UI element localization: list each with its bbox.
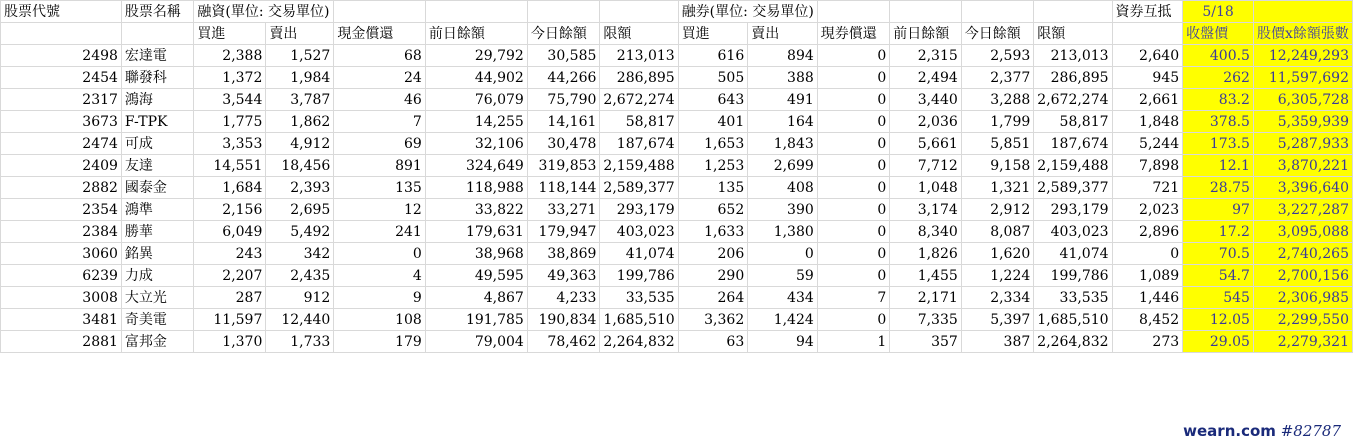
cell-margin-prev-balance[interactable]: 76,079	[425, 89, 527, 111]
cell-short-buy[interactable]: 206	[678, 243, 748, 265]
cell-margin-limit[interactable]: 286,895	[600, 67, 678, 89]
cell-stock-name[interactable]: 銘異	[121, 243, 193, 265]
cell-price-x-balance[interactable]: 3,396,640	[1253, 177, 1352, 199]
cell-margin-sell[interactable]: 2,435	[266, 265, 334, 287]
cell-short-prev-balance[interactable]: 5,661	[890, 133, 962, 155]
cell-margin-sell[interactable]: 342	[266, 243, 334, 265]
table-row	[1, 199, 1353, 221]
cell-short-limit[interactable]: 58,817	[1034, 111, 1112, 133]
cell-short-limit[interactable]: 187,674	[1034, 133, 1112, 155]
cell-stock-repay[interactable]: 0	[817, 133, 889, 155]
cell-margin-limit[interactable]: 2,589,377	[600, 177, 678, 199]
cell-short-today-balance[interactable]: 1,799	[961, 111, 1033, 133]
cell-margin-sell[interactable]: 2,695	[266, 199, 334, 221]
cell-margin-limit[interactable]: 1,685,510	[600, 309, 678, 331]
cell-short-today-balance[interactable]: 5,397	[961, 309, 1033, 331]
cell-margin-limit[interactable]: 41,074	[600, 243, 678, 265]
cell-margin-today-balance[interactable]: 30,478	[527, 133, 600, 155]
cell-short-prev-balance[interactable]: 2,315	[890, 45, 962, 67]
cell-stock-name[interactable]: 國泰金	[121, 177, 193, 199]
cell-cash-repay[interactable]: 7	[334, 111, 425, 133]
cell-short-prev-balance[interactable]: 7,335	[890, 309, 962, 331]
cell-price-x-balance[interactable]: 5,359,939	[1253, 111, 1352, 133]
header-row-2	[1, 23, 1353, 45]
cell-stock-name[interactable]: 富邦金	[121, 331, 193, 353]
cell-cash-repay[interactable]: 46	[334, 89, 425, 111]
cell-margin-sell[interactable]: 4,912	[266, 133, 334, 155]
cell-stock-repay[interactable]: 0	[817, 177, 889, 199]
cell-margin-today-balance[interactable]: 75,790	[527, 89, 600, 111]
cell-close-price[interactable]: 545	[1183, 287, 1254, 309]
cell-stock-repay[interactable]: 0	[817, 67, 889, 89]
cell-margin-prev-balance[interactable]: 33,822	[425, 199, 527, 221]
cell-margin-buy[interactable]: 1,370	[194, 331, 266, 353]
cell-stock-repay[interactable]: 0	[817, 155, 889, 177]
header-short-buy[interactable]: 買進	[678, 23, 748, 45]
cell-margin-limit[interactable]: 187,674	[600, 133, 678, 155]
cell-margin-today-balance[interactable]: 179,947	[527, 221, 600, 243]
cell-short-prev-balance[interactable]: 2,494	[890, 67, 962, 89]
cell-stock-name[interactable]: 友達	[121, 155, 193, 177]
header-stock-code[interactable]: 股票代號	[1, 1, 122, 23]
cell-margin-today-balance[interactable]: 49,363	[527, 265, 600, 287]
cell-margin-sell[interactable]: 912	[266, 287, 334, 309]
cell-margin-prev-balance[interactable]: 191,785	[425, 309, 527, 331]
cell-offset[interactable]: 0	[1112, 243, 1183, 265]
empty-cell[interactable]	[890, 1, 962, 23]
cell-margin-prev-balance[interactable]: 49,595	[425, 265, 527, 287]
cell-short-prev-balance[interactable]: 2,036	[890, 111, 962, 133]
cell-short-buy[interactable]: 3,362	[678, 309, 748, 331]
cell-stock-repay[interactable]: 0	[817, 199, 889, 221]
cell-close-price[interactable]: 12.05	[1183, 309, 1254, 331]
cell-price-x-balance[interactable]: 2,299,550	[1253, 309, 1352, 331]
cell-short-limit[interactable]: 286,895	[1034, 67, 1112, 89]
cell-stock-name[interactable]: 聯發科	[121, 67, 193, 89]
cell-short-buy[interactable]: 505	[678, 67, 748, 89]
cell-short-sell[interactable]: 491	[748, 89, 818, 111]
cell-cash-repay[interactable]: 108	[334, 309, 425, 331]
cell-margin-buy[interactable]: 3,353	[194, 133, 266, 155]
cell-short-buy[interactable]: 652	[678, 199, 748, 221]
cell-stock-code[interactable]: 2354	[1, 199, 122, 221]
cell-short-buy[interactable]: 264	[678, 287, 748, 309]
cell-short-buy[interactable]: 63	[678, 331, 748, 353]
cell-short-sell[interactable]: 1,424	[748, 309, 818, 331]
cell-margin-buy[interactable]: 1,684	[194, 177, 266, 199]
table-row	[1, 221, 1353, 243]
cell-offset[interactable]: 2,896	[1112, 221, 1183, 243]
cell-margin-limit[interactable]: 58,817	[600, 111, 678, 133]
cell-margin-sell[interactable]: 1,984	[266, 67, 334, 89]
cell-stock-name[interactable]: 鴻海	[121, 89, 193, 111]
cell-stock-repay[interactable]: 0	[817, 243, 889, 265]
cell-margin-sell[interactable]: 2,393	[266, 177, 334, 199]
cell-short-limit[interactable]: 293,179	[1034, 199, 1112, 221]
cell-price-x-balance[interactable]: 5,287,933	[1253, 133, 1352, 155]
cell-short-limit[interactable]: 213,013	[1034, 45, 1112, 67]
cell-price-x-balance[interactable]: 2,700,156	[1253, 265, 1352, 287]
cell-offset[interactable]: 1,089	[1112, 265, 1183, 287]
cell-offset[interactable]: 2,023	[1112, 199, 1183, 221]
empty-cell[interactable]	[334, 1, 425, 23]
cell-close-price[interactable]: 70.5	[1183, 243, 1254, 265]
cell-margin-buy[interactable]: 287	[194, 287, 266, 309]
cell-margin-limit[interactable]: 213,013	[600, 45, 678, 67]
header-close-price[interactable]: 收盤價	[1183, 23, 1254, 45]
cell-short-buy[interactable]: 401	[678, 111, 748, 133]
cell-offset[interactable]: 945	[1112, 67, 1183, 89]
cell-short-limit[interactable]: 403,023	[1034, 221, 1112, 243]
cell-short-limit[interactable]: 2,672,274	[1034, 89, 1112, 111]
cell-short-sell[interactable]: 1,843	[748, 133, 818, 155]
empty-cell[interactable]	[961, 1, 1033, 23]
cell-margin-limit[interactable]: 2,264,832	[600, 331, 678, 353]
cell-short-limit[interactable]: 2,264,832	[1034, 331, 1112, 353]
cell-short-buy[interactable]: 1,633	[678, 221, 748, 243]
cell-short-prev-balance[interactable]: 3,440	[890, 89, 962, 111]
cell-margin-today-balance[interactable]: 4,233	[527, 287, 600, 309]
cell-margin-limit[interactable]: 2,159,488	[600, 155, 678, 177]
cell-offset[interactable]: 2,640	[1112, 45, 1183, 67]
cell-price-x-balance[interactable]: 2,279,321	[1253, 331, 1352, 353]
cell-margin-today-balance[interactable]: 78,462	[527, 331, 600, 353]
header-margin-limit[interactable]: 限額	[600, 23, 678, 45]
cell-short-prev-balance[interactable]: 2,171	[890, 287, 962, 309]
cell-stock-code[interactable]: 6239	[1, 265, 122, 287]
cell-stock-name[interactable]: F-TPK	[121, 111, 193, 133]
table-row	[1, 287, 1353, 309]
cell-short-prev-balance[interactable]: 3,174	[890, 199, 962, 221]
cell-close-price[interactable]: 262	[1183, 67, 1254, 89]
cell-cash-repay[interactable]: 179	[334, 331, 425, 353]
cell-short-today-balance[interactable]: 5,851	[961, 133, 1033, 155]
cell-short-today-balance[interactable]: 2,334	[961, 287, 1033, 309]
empty-cell[interactable]	[121, 23, 193, 45]
cell-offset[interactable]: 1,848	[1112, 111, 1183, 133]
cell-short-today-balance[interactable]: 2,593	[961, 45, 1033, 67]
cell-cash-repay[interactable]: 4	[334, 265, 425, 287]
cell-short-sell[interactable]: 434	[748, 287, 818, 309]
cell-short-sell[interactable]: 388	[748, 67, 818, 89]
cell-short-sell[interactable]: 94	[748, 331, 818, 353]
cell-cash-repay[interactable]: 12	[334, 199, 425, 221]
cell-short-sell[interactable]: 390	[748, 199, 818, 221]
cell-stock-code[interactable]: 3060	[1, 243, 122, 265]
header-short-sell[interactable]: 賣出	[748, 23, 818, 45]
cell-stock-code[interactable]: 3673	[1, 111, 122, 133]
cell-offset[interactable]: 8,452	[1112, 309, 1183, 331]
header-margin-buy[interactable]: 買進	[194, 23, 266, 45]
cell-short-limit[interactable]: 33,535	[1034, 287, 1112, 309]
empty-cell[interactable]	[425, 1, 527, 23]
empty-cell[interactable]	[527, 1, 600, 23]
cell-margin-today-balance[interactable]: 14,161	[527, 111, 600, 133]
cell-offset[interactable]: 1,446	[1112, 287, 1183, 309]
cell-stock-name[interactable]: 大立光	[121, 287, 193, 309]
cell-price-x-balance[interactable]: 11,597,692	[1253, 67, 1352, 89]
cell-price-x-balance[interactable]: 3,095,088	[1253, 221, 1352, 243]
cell-margin-sell[interactable]: 3,787	[266, 89, 334, 111]
cell-stock-repay[interactable]: 0	[817, 309, 889, 331]
table-row	[1, 45, 1353, 67]
cell-margin-today-balance[interactable]: 44,266	[527, 67, 600, 89]
cell-close-price[interactable]: 83.2	[1183, 89, 1254, 111]
cell-short-sell[interactable]: 164	[748, 111, 818, 133]
table-row	[1, 67, 1353, 89]
cell-stock-code[interactable]: 2317	[1, 89, 122, 111]
cell-short-today-balance[interactable]: 2,377	[961, 67, 1033, 89]
table-row	[1, 111, 1353, 133]
cell-margin-limit[interactable]: 403,023	[600, 221, 678, 243]
cell-close-price[interactable]: 400.5	[1183, 45, 1254, 67]
cell-stock-repay[interactable]: 0	[817, 265, 889, 287]
cell-stock-repay[interactable]: 1	[817, 331, 889, 353]
cell-short-sell[interactable]: 408	[748, 177, 818, 199]
cell-margin-prev-balance[interactable]: 29,792	[425, 45, 527, 67]
header-margin-sell[interactable]: 賣出	[266, 23, 334, 45]
header-stock-name[interactable]: 股票名稱	[121, 1, 193, 23]
table-row	[1, 331, 1353, 353]
cell-stock-code[interactable]: 2474	[1, 133, 122, 155]
cell-short-today-balance[interactable]: 1,620	[961, 243, 1033, 265]
cell-stock-repay[interactable]: 7	[817, 287, 889, 309]
cell-margin-buy[interactable]: 2,388	[194, 45, 266, 67]
cell-close-price[interactable]: 12.1	[1183, 155, 1254, 177]
cell-short-prev-balance[interactable]: 1,455	[890, 265, 962, 287]
cell-stock-repay[interactable]: 0	[817, 89, 889, 111]
cell-short-sell[interactable]: 2,699	[748, 155, 818, 177]
cell-offset[interactable]: 721	[1112, 177, 1183, 199]
cell-close-price[interactable]: 54.7	[1183, 265, 1254, 287]
cell-cash-repay[interactable]: 135	[334, 177, 425, 199]
cell-margin-prev-balance[interactable]: 44,902	[425, 67, 527, 89]
cell-margin-buy[interactable]: 243	[194, 243, 266, 265]
cell-short-buy[interactable]: 1,653	[678, 133, 748, 155]
cell-short-prev-balance[interactable]: 1,048	[890, 177, 962, 199]
cell-margin-today-balance[interactable]: 30,585	[527, 45, 600, 67]
cell-short-prev-balance[interactable]: 1,826	[890, 243, 962, 265]
cell-stock-name[interactable]: 奇美電	[121, 309, 193, 331]
cell-short-today-balance[interactable]: 2,912	[961, 199, 1033, 221]
cell-price-x-balance[interactable]: 3,227,287	[1253, 199, 1352, 221]
cell-stock-name[interactable]: 宏達電	[121, 45, 193, 67]
empty-cell[interactable]	[1, 23, 122, 45]
table-row	[1, 265, 1353, 287]
header-short-today-balance[interactable]: 今日餘額	[961, 23, 1033, 45]
cell-short-limit[interactable]: 2,589,377	[1034, 177, 1112, 199]
header-short-limit[interactable]: 限額	[1034, 23, 1112, 45]
cell-stock-name[interactable]: 勝華	[121, 221, 193, 243]
cell-short-buy[interactable]: 616	[678, 45, 748, 67]
cell-margin-today-balance[interactable]: 38,869	[527, 243, 600, 265]
cell-margin-sell[interactable]: 1,733	[266, 331, 334, 353]
cell-stock-code[interactable]: 2882	[1, 177, 122, 199]
cell-margin-prev-balance[interactable]: 79,004	[425, 331, 527, 353]
cell-short-today-balance[interactable]: 3,288	[961, 89, 1033, 111]
cell-margin-sell[interactable]: 12,440	[266, 309, 334, 331]
table-row	[1, 89, 1353, 111]
cell-short-sell[interactable]: 59	[748, 265, 818, 287]
cell-close-price[interactable]: 378.5	[1183, 111, 1254, 133]
table-row	[1, 133, 1353, 155]
cell-stock-code[interactable]: 3008	[1, 287, 122, 309]
cell-short-today-balance[interactable]: 8,087	[961, 221, 1033, 243]
header-date[interactable]: 5/18	[1183, 1, 1254, 23]
cell-short-limit[interactable]: 1,685,510	[1034, 309, 1112, 331]
cell-margin-sell[interactable]: 5,492	[266, 221, 334, 243]
cell-short-limit[interactable]: 2,159,488	[1034, 155, 1112, 177]
watermark-post-id: #82787	[1280, 422, 1341, 440]
header-cash-repay[interactable]: 現金償還	[334, 23, 425, 45]
cell-short-sell[interactable]: 1,380	[748, 221, 818, 243]
cell-price-x-balance[interactable]: 2,306,985	[1253, 287, 1352, 309]
cell-short-prev-balance[interactable]: 7,712	[890, 155, 962, 177]
cell-margin-prev-balance[interactable]: 32,106	[425, 133, 527, 155]
cell-stock-repay[interactable]: 0	[817, 221, 889, 243]
cell-margin-sell[interactable]: 18,456	[266, 155, 334, 177]
cell-margin-prev-balance[interactable]: 324,649	[425, 155, 527, 177]
cell-cash-repay[interactable]: 241	[334, 221, 425, 243]
cell-margin-prev-balance[interactable]: 38,968	[425, 243, 527, 265]
cell-stock-code[interactable]: 2881	[1, 331, 122, 353]
cell-margin-prev-balance[interactable]: 179,631	[425, 221, 527, 243]
cell-margin-buy[interactable]: 2,207	[194, 265, 266, 287]
cell-margin-prev-balance[interactable]: 118,988	[425, 177, 527, 199]
cell-short-today-balance[interactable]: 9,158	[961, 155, 1033, 177]
cell-margin-limit[interactable]: 2,672,274	[600, 89, 678, 111]
cell-offset[interactable]: 2,661	[1112, 89, 1183, 111]
cell-offset[interactable]: 273	[1112, 331, 1183, 353]
watermark-site: wearn.com	[1183, 422, 1276, 440]
cell-margin-today-balance[interactable]: 33,271	[527, 199, 600, 221]
cell-short-buy[interactable]: 643	[678, 89, 748, 111]
cell-margin-limit[interactable]: 293,179	[600, 199, 678, 221]
cell-stock-repay[interactable]: 0	[817, 111, 889, 133]
cell-margin-sell[interactable]: 1,527	[266, 45, 334, 67]
cell-margin-buy[interactable]: 3,544	[194, 89, 266, 111]
table-row	[1, 243, 1353, 265]
cell-margin-prev-balance[interactable]: 14,255	[425, 111, 527, 133]
cell-margin-limit[interactable]: 199,786	[600, 265, 678, 287]
empty-cell[interactable]	[817, 1, 889, 23]
cell-price-x-balance[interactable]: 6,305,728	[1253, 89, 1352, 111]
cell-margin-today-balance[interactable]: 319,853	[527, 155, 600, 177]
cell-cash-repay[interactable]: 891	[334, 155, 425, 177]
cell-close-price[interactable]: 173.5	[1183, 133, 1254, 155]
cell-stock-name[interactable]: 力成	[121, 265, 193, 287]
empty-cell[interactable]	[1112, 23, 1183, 45]
cell-offset[interactable]: 5,244	[1112, 133, 1183, 155]
cell-short-sell[interactable]: 0	[748, 243, 818, 265]
cell-margin-buy[interactable]: 11,597	[194, 309, 266, 331]
cell-close-price[interactable]: 28.75	[1183, 177, 1254, 199]
table-row	[1, 309, 1353, 331]
cell-short-limit[interactable]: 199,786	[1034, 265, 1112, 287]
cell-cash-repay[interactable]: 24	[334, 67, 425, 89]
cell-stock-code[interactable]: 2498	[1, 45, 122, 67]
cell-stock-code[interactable]: 3481	[1, 309, 122, 331]
empty-highlight-cell[interactable]	[1253, 1, 1352, 23]
header-price-x-balance[interactable]: 股價x餘額張數	[1253, 23, 1352, 45]
cell-price-x-balance[interactable]: 12,249,293	[1253, 45, 1352, 67]
header-offset[interactable]: 資券互抵	[1112, 1, 1183, 23]
watermark	[1183, 422, 1341, 440]
cell-short-today-balance[interactable]: 1,321	[961, 177, 1033, 199]
cell-margin-sell[interactable]: 1,862	[266, 111, 334, 133]
cell-offset[interactable]: 7,898	[1112, 155, 1183, 177]
cell-stock-repay[interactable]: 0	[817, 45, 889, 67]
cell-price-x-balance[interactable]: 2,740,265	[1253, 243, 1352, 265]
cell-margin-buy[interactable]: 2,156	[194, 199, 266, 221]
cell-stock-code[interactable]: 2384	[1, 221, 122, 243]
cell-cash-repay[interactable]: 9	[334, 287, 425, 309]
cell-cash-repay[interactable]: 0	[334, 243, 425, 265]
cell-margin-buy[interactable]: 1,372	[194, 67, 266, 89]
cell-short-limit[interactable]: 41,074	[1034, 243, 1112, 265]
header-short-group[interactable]: 融券(單位: 交易單位)	[678, 1, 817, 23]
cell-stock-code[interactable]: 2409	[1, 155, 122, 177]
cell-margin-prev-balance[interactable]: 4,867	[425, 287, 527, 309]
cell-close-price[interactable]: 29.05	[1183, 331, 1254, 353]
cell-margin-limit[interactable]: 33,535	[600, 287, 678, 309]
header-short-prev-balance[interactable]: 前日餘額	[890, 23, 962, 45]
cell-margin-buy[interactable]: 1,775	[194, 111, 266, 133]
cell-short-prev-balance[interactable]: 8,340	[890, 221, 962, 243]
header-margin-group[interactable]: 融資(單位: 交易單位)	[194, 1, 334, 23]
cell-margin-buy[interactable]: 6,049	[194, 221, 266, 243]
cell-close-price[interactable]: 17.2	[1183, 221, 1254, 243]
header-row-1	[1, 1, 1353, 23]
cell-short-prev-balance[interactable]: 357	[890, 331, 962, 353]
header-margin-prev-balance[interactable]: 前日餘額	[425, 23, 527, 45]
header-stock-repay[interactable]: 現券償還	[817, 23, 889, 45]
table-row	[1, 155, 1353, 177]
cell-stock-name[interactable]: 可成	[121, 133, 193, 155]
cell-price-x-balance[interactable]: 3,870,221	[1253, 155, 1352, 177]
cell-stock-code[interactable]: 2454	[1, 67, 122, 89]
cell-margin-today-balance[interactable]: 190,834	[527, 309, 600, 331]
cell-short-buy[interactable]: 290	[678, 265, 748, 287]
cell-short-buy[interactable]: 135	[678, 177, 748, 199]
table-row	[1, 177, 1353, 199]
empty-cell[interactable]	[600, 1, 678, 23]
cell-short-buy[interactable]: 1,253	[678, 155, 748, 177]
cell-cash-repay[interactable]: 68	[334, 45, 425, 67]
empty-cell[interactable]	[1034, 1, 1112, 23]
cell-margin-today-balance[interactable]: 118,144	[527, 177, 600, 199]
cell-margin-buy[interactable]: 14,551	[194, 155, 266, 177]
cell-stock-name[interactable]: 鴻準	[121, 199, 193, 221]
cell-short-today-balance[interactable]: 1,224	[961, 265, 1033, 287]
cell-short-today-balance[interactable]: 387	[961, 331, 1033, 353]
cell-cash-repay[interactable]: 69	[334, 133, 425, 155]
header-margin-today-balance[interactable]: 今日餘額	[527, 23, 600, 45]
cell-short-sell[interactable]: 894	[748, 45, 818, 67]
cell-close-price[interactable]: 97	[1183, 199, 1254, 221]
